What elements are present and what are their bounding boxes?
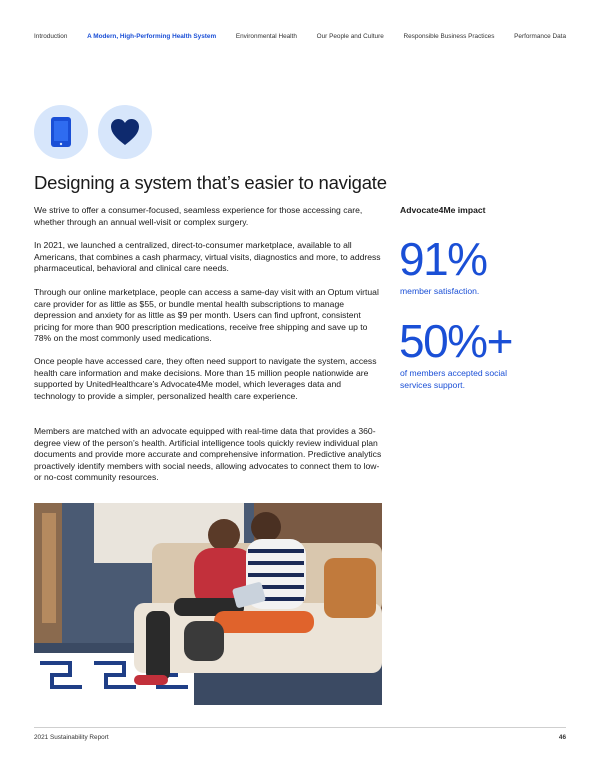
photo-woman-and-man-on-couch bbox=[34, 503, 382, 705]
smartphone-icon-circle bbox=[34, 105, 88, 159]
stat-label-social-services: of members accepted social services support. bbox=[400, 368, 507, 390]
top-navigation bbox=[34, 33, 566, 40]
paragraph-marketplace: In 2021, we launched a centralized, direct-to-consumer marketplace, available to all Americans, that combines a cash pharmacy, virtual visits, diagnostics and more, to address pharmaceutical, behavioral and clinical care needs. bbox=[34, 240, 381, 274]
nav-item-business-practices[interactable]: Responsible Business Practices bbox=[403, 33, 495, 40]
nav-item-people-culture[interactable]: Our People and Culture bbox=[316, 33, 384, 40]
paragraph-advocate4me: Once people have accessed care, they often need support to navigate the system, access health care information and make decisions. More than 15 million people nationwide are supported by UnitedHealthcare’s Advocate4Me model, which leverages data and technology to provide a simpler, personalized health care experience. bbox=[34, 356, 377, 401]
nav-item-introduction[interactable]: Introduction bbox=[34, 33, 68, 40]
paragraph-matching: Members are matched with an advocate equipped with real-time data that provides a 360-degree view of the person’s health. Artificial intelligence tools quickly review individual plan documents and provide more accurate and comprehensive information. Predictive analytics proactively identify members with social needs, allowing advocates to connect them to low- or no-cost community resources. bbox=[34, 426, 382, 483]
stat-value-social-services: 50%+ bbox=[399, 315, 512, 367]
stat-label-satisfaction: member satisfaction. bbox=[400, 286, 480, 296]
paragraph-intro: We strive to offer a consumer-focused, seamless experience for those accessing care, whether through an annual well-visit or complex surgery. bbox=[34, 205, 363, 227]
nav-item-performance-data[interactable]: Performance Data bbox=[514, 33, 566, 40]
footer-divider bbox=[34, 727, 566, 728]
sidebar-heading: Advocate4Me impact bbox=[400, 205, 486, 215]
nav-item-environmental-health[interactable]: Environmental Health bbox=[235, 33, 297, 40]
stat-value-satisfaction: 91% bbox=[399, 233, 487, 285]
page-title: Designing a system that’s easier to navigate bbox=[34, 172, 387, 193]
page-number: 46 bbox=[558, 734, 566, 741]
heart-icon bbox=[110, 118, 140, 146]
footer-report-title: 2021 Sustainability Report bbox=[34, 734, 109, 741]
smartphone-icon bbox=[50, 116, 72, 148]
heart-icon-circle bbox=[98, 105, 152, 159]
paragraph-pricing: Through our online marketplace, people can access a same-day visit with an Optum virtual care provider for as little as $55, or bundle mental health subscriptions to manage depression and anxiety for as little as $9 per month. Users can find upfront, consistent pricing for more than 900 prescription medications, receive free shipping and save up to 78% on the most commonly used medications. bbox=[34, 287, 379, 344]
nav-item-health-system[interactable]: A Modern, High-Performing Health System bbox=[87, 33, 217, 40]
